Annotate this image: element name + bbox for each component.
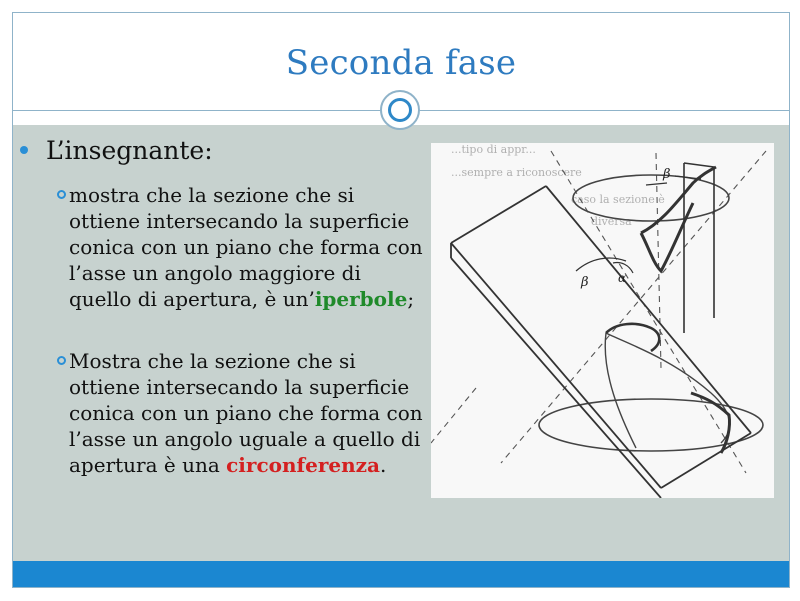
faded-line-2: ...sempre a riconoscere <box>451 166 582 179</box>
subitem-2-suffix: . <box>379 453 387 477</box>
cone-diagram <box>431 143 774 498</box>
subitem-1-suffix: ; <box>407 287 415 311</box>
cutting-plane <box>451 186 751 498</box>
title-badge-icon <box>380 90 420 130</box>
lower-cone <box>605 333 730 448</box>
main-bullet: L’insegnante: <box>46 136 213 165</box>
faded-line-4: diversa <box>591 215 632 228</box>
alpha-label: α <box>618 271 627 285</box>
subitem-1-highlight: iperbole <box>314 287 408 311</box>
subitem-2 <box>69 348 425 478</box>
faded-line-1: ...tipo di appr... <box>451 143 536 156</box>
beta-arc-left <box>576 258 626 271</box>
conic-section-figure <box>431 143 774 498</box>
beta-label-left: β <box>581 275 589 290</box>
bullet-dot-icon <box>20 146 28 154</box>
slide-title: Seconda fase <box>285 43 517 83</box>
subitem-1 <box>69 182 425 312</box>
faded-line-3: caso la sezione è <box>571 193 665 206</box>
bottom-bar <box>13 561 789 587</box>
subitem-2-text: Mostra che la sezione che si ottiene intersecando la superficie conica con un piano che forma con l’asse un angolo uguale a quello di apertura è una <box>69 349 423 477</box>
beta-label-top: β <box>663 167 671 182</box>
badge-ring-icon <box>388 98 412 122</box>
subitem-1-text: mostra che la sezione che si ottiene intersecando la superficie conica con un piano che forma con l’asse un angolo maggiore di quello di apertura, è un’ <box>69 183 423 311</box>
hyperbola-lower <box>691 393 730 453</box>
faded-scan-text <box>451 143 665 228</box>
bullet-ring-icon <box>57 356 66 365</box>
subitem-2-highlight: circonferenza <box>226 453 380 477</box>
bullet-ring-icon <box>57 190 66 199</box>
beta-arrow-top <box>646 183 667 185</box>
